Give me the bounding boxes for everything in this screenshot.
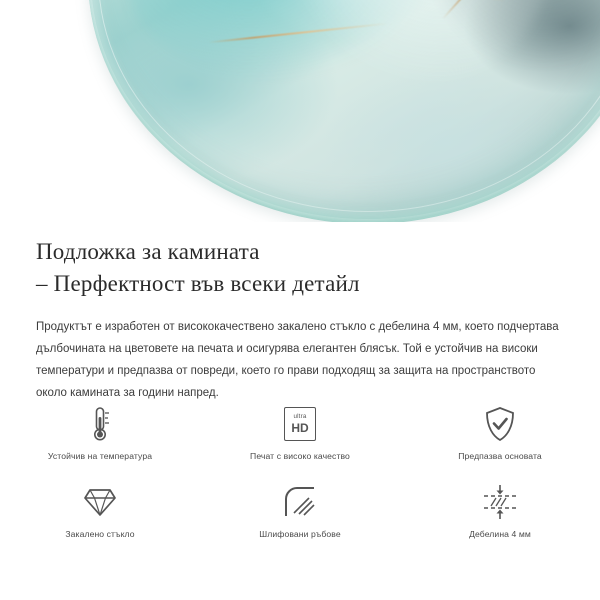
shield-check-icon <box>483 404 517 444</box>
description-paragraph: Продуктът е изработен от висококачествено закалено стъкло с дебелина 4 мм, което подчертава дълбочината на цветовете на печата и осигурява елегантен блясък. Той е устойчив на високи температури и предпазва от повреди, което го прави подходящ за защита на пространството около камината за години напред. <box>36 321 559 399</box>
polished-edges-icon <box>283 482 317 522</box>
hero-product-image <box>0 0 600 222</box>
feature-tempered-glass <box>0 476 200 554</box>
glass-inner-rim <box>98 0 600 212</box>
text-content <box>0 222 600 404</box>
feature-label: Печат с високо качество <box>250 451 350 461</box>
ultra-hd-icon: ultra HD <box>284 404 316 444</box>
headline-line-2: – Перфектност във всеки детайл <box>36 271 360 296</box>
feature-label: Шлифовани ръбове <box>259 529 341 539</box>
thermometer-icon <box>88 404 112 444</box>
feature-grid <box>0 398 600 554</box>
page-title <box>0 222 600 300</box>
feature-polished-edges <box>200 476 400 554</box>
feature-protects-surface <box>400 398 600 476</box>
glass-rim-highlight <box>88 0 600 222</box>
feature-label: Дебелина 4 мм <box>469 529 531 539</box>
thickness-arrows-icon <box>480 482 520 522</box>
feature-high-quality-print <box>200 398 400 476</box>
feature-temperature-resistant <box>0 398 200 476</box>
feature-label: Предпазва основата <box>458 451 542 461</box>
feature-thickness <box>400 476 600 554</box>
glass-board-graphic <box>88 0 600 222</box>
diamond-icon <box>81 482 119 522</box>
feature-label: Закалено стъкло <box>65 529 135 539</box>
headline-line-1: Подложка за камината <box>36 239 260 264</box>
feature-label: Устойчив на температура <box>47 451 153 461</box>
